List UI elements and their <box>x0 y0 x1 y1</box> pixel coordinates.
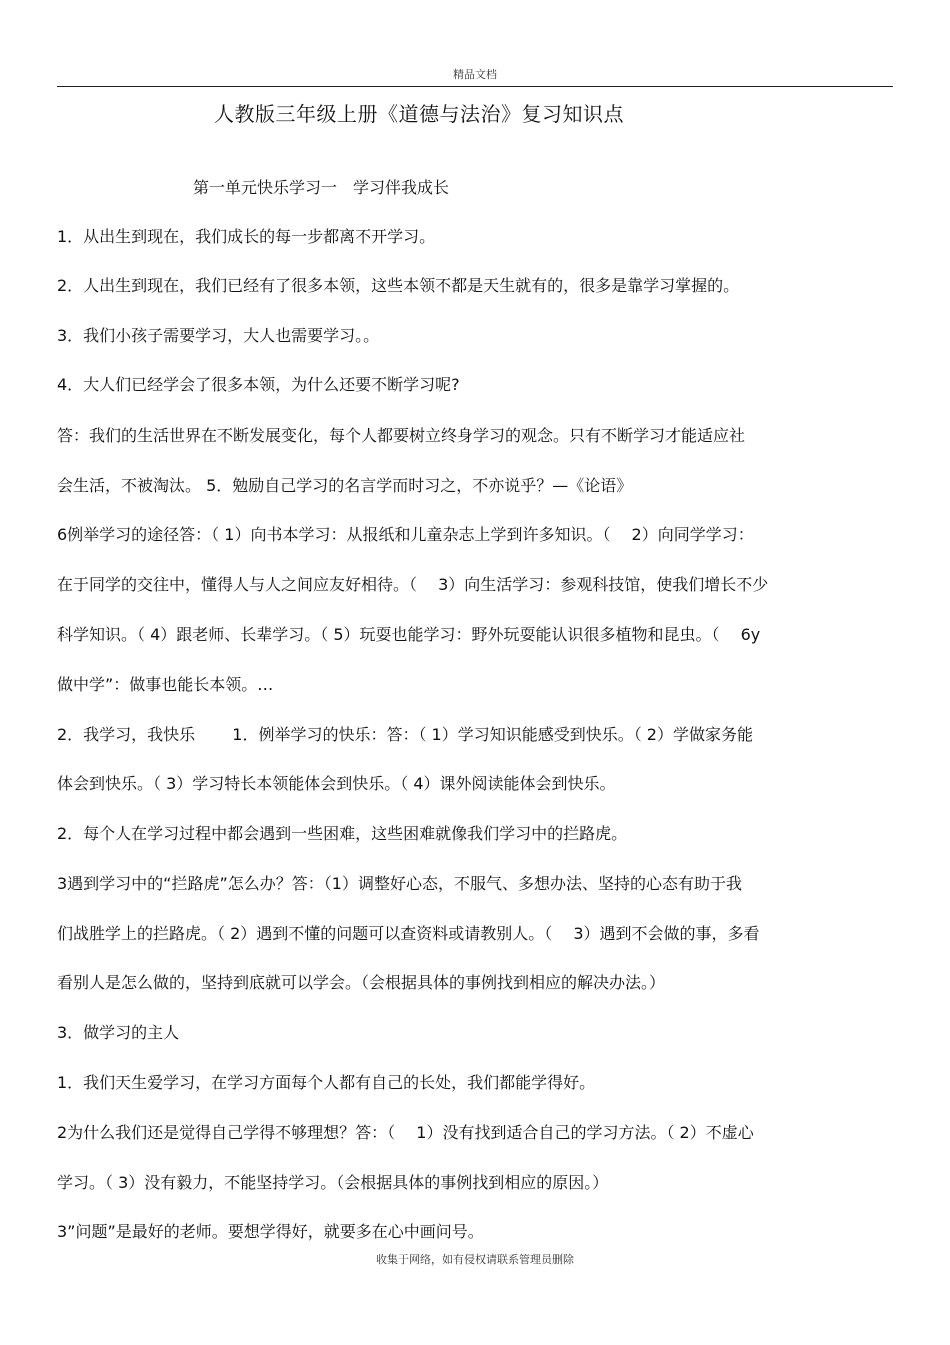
body-line: 2．每个人在学习过程中都会遇到一些困难，这些困难就像我们学习中的拦路虎。 <box>57 824 628 843</box>
body-line: 3．我们小孩子需要学习，大人也需要学习。。 <box>57 326 380 345</box>
body-line: 学习。（ 3）没有毅力，不能坚持学习。（会根据具体的事例找到相应的原因。） <box>57 1173 609 1192</box>
section-title: 第一单元快乐学习一 学习伴我成长 <box>193 178 450 197</box>
body-line: 3”问题”是最好的老师。要想学得好，就要多在心中画问号。 <box>57 1222 484 1241</box>
body-line: 在于同学的交往中，懂得人与人之间应友好相待。（ 3）向生活学习：参观科技馆，使我们增长不少 <box>57 575 769 594</box>
body-line: 1．我们天生爱学习，在学习方面每个人都有自己的长处，我们都能学得好。 <box>57 1073 596 1092</box>
body-line: 做中学”：做事也能长本领。… <box>57 675 274 694</box>
body-line: 1．从出生到现在，我们成长的每一步都离不开学习。 <box>57 227 436 246</box>
body-line: 2．人出生到现在，我们已经有了很多本领，这些本领不都是天生就有的，很多是靠学习掌握的。 <box>57 276 740 295</box>
body-line: 看别人是怎么做的，坚持到底就可以学会。（会根据具体的事例找到相应的解决办法。） <box>57 973 666 992</box>
body-line: 体会到快乐。（ 3）学习特长本领能体会到快乐。（ 4）课外阅读能体会到快乐。 <box>57 774 616 793</box>
header-divider <box>57 86 893 87</box>
body-line: 6例举学习的途径答：（ 1）向书本学习：从报纸和儿童杂志上学到许多知识。（ 2）向同学学习： <box>57 525 754 544</box>
page-footer: 收集于网络，如有侵权请联系管理员删除 <box>376 1253 574 1266</box>
body-line: 们战胜学上的拦路虎。（ 2）遇到不懂的问题可以查资料或请教别人。（ 3）遇到不会做的事，多看 <box>57 924 760 943</box>
body-line: 4．大人们已经学会了很多本领，为什么还要不断学习呢? <box>57 375 460 394</box>
body-line: 3遇到学习中的“拦路虎”怎么办？答：（1）调整好心态，不服气、多想办法、坚持的心态有助于我 <box>57 874 742 893</box>
body-line: 3．做学习的主人 <box>57 1023 180 1042</box>
body-line: 2．我学习，我快乐 1．例举学习的快乐：答：（ 1）学习知识能感受到快乐。（ 2）学做家务能 <box>57 725 753 744</box>
body-line: 科学知识。（ 4）跟老师、长辈学习。（ 5）玩耍也能学习：野外玩耍能认识很多植物和昆虫。（ 6y <box>57 625 761 644</box>
body-line: 答：我们的生活世界在不断发展变化，每个人都要树立终身学习的观念。只有不断学习才能适应社 <box>57 426 746 445</box>
header-text: 精品文档 <box>453 68 497 81</box>
body-line: 2为什么我们还是觉得自己学得不够理想？答：（ 1）没有找到适合自己的学习方法。（ 2）不虚心 <box>57 1123 754 1142</box>
body-line: 会生活，不被淘汰。 5．勉励自己学习的名言学而时习之，不亦说乎？—《论语》 <box>57 476 633 495</box>
document-title: 人教版三年级上册《道德与法治》复习知识点 <box>214 102 624 126</box>
